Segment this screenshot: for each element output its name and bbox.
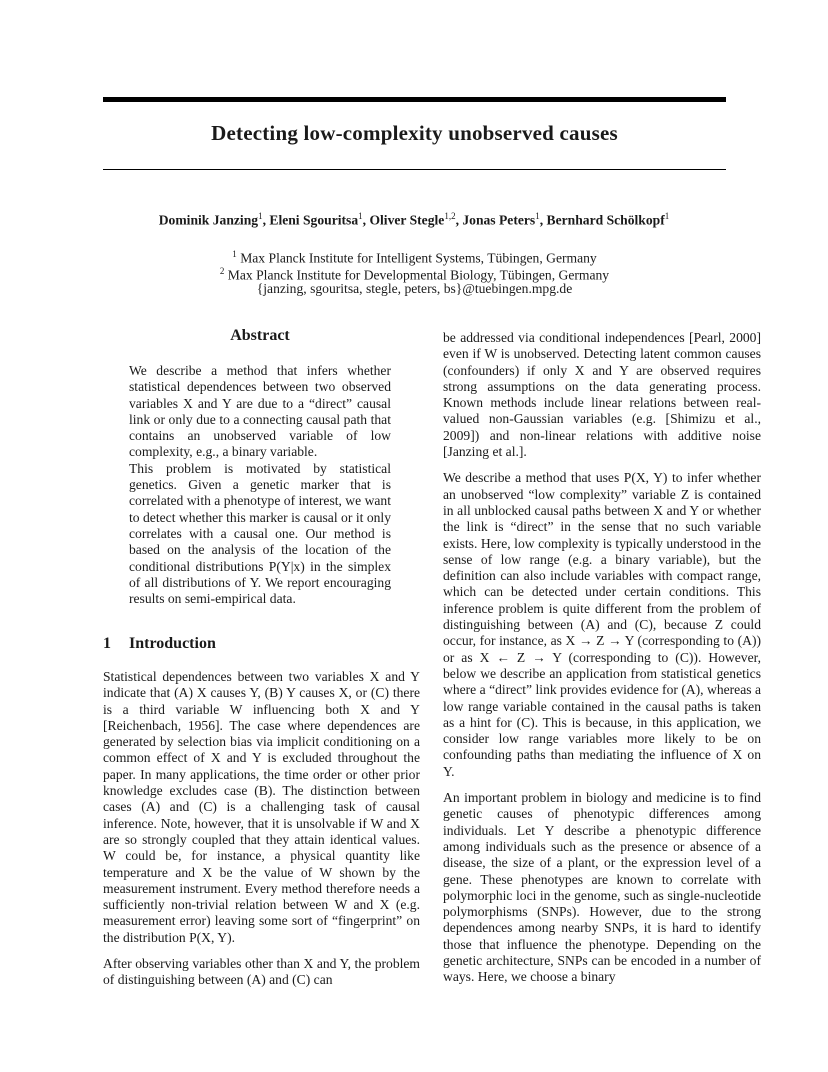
author-name: Jonas Peters bbox=[462, 212, 536, 228]
author-list: Dominik Janzing$^1$, Eleni Sgouritsa$^1$, Oliver Stegle$^{1,2}$, Jonas Peters$^1$, Bernhard Schölkopf$^1$ bbox=[158, 211, 670, 228]
body-paragraph: We describe a method that uses P(X, Y) to infer whether an unobserved “low complexity” variable Z is contained in all unblocked causal paths between X and Y or whether the link is “direct” in the sense that no such variable exists. Here, low complexity is typically understood in the sense of low range (e.g. a binary variable), but the definition can also include variables with compact range, which can be detected under certain conditions. This inference problem is quite different from the problem of distinguishing between (A) and (C), because Z could occur, for instance, as X → Z → Y (corresponding to (A)) or as X ← Z → Y (corresponding to (C)). However, below we describe an application from statistical genetics where a “direct” link provides evidence for (A), whereas a low range variable contained in the causal paths is taken as a hint for (C). This is because, in this application, we consider low range variables more likely to be on confounding paths than mediating the influence of X on Y. bbox=[443, 470, 761, 779]
section-number: 1 bbox=[103, 635, 111, 652]
affiliation-text: Max Planck Institute for Intelligent Systems, Tübingen, Germany bbox=[240, 250, 597, 266]
author-sup: 1 bbox=[535, 211, 540, 221]
body-paragraph: After observing variables other than X and Y, the problem of distinguishing between (A) and (C) can bbox=[103, 956, 420, 988]
author-name: Dominik Janzing bbox=[158, 212, 259, 228]
right-column-body bbox=[443, 330, 761, 996]
author-sup: 1 bbox=[258, 211, 263, 221]
abstract-body bbox=[129, 363, 391, 607]
abstract-paragraph: We describe a method that infers whether statistical dependences between two observed variables X and Y are due to a “direct” causal link or only due to a connecting causal path that contains an unobserved variable of low complexity, e.g., a binary variable. bbox=[129, 363, 391, 460]
body-paragraph: Statistical dependences between two variables X and Y indicate that (A) X causes Y, (B) Y causes X, or (C) there is a third variable W influencing both X and Y [Reichenbach, 1956]. The case where dependences are generated by selection bias via implicit conditioning on a common effect of X and Y is excluded throughout the paper. In many applications, the time order or other prior knowledge excludes case (B). The distinction between cases (A) and (C) is a challenging task of causal inference. Note, however, that it is unsolvable if W and X are so strongly coupled that they attain identical values. W could be, for instance, a physical quantity like temperature and X be the value of W shown by the measurement instrument. Every method therefore needs a sufficiently non-trivial relation between W and X (e.g. measurement error) leaving some sort of “fingerprint” on the distribution P(X, Y). bbox=[103, 669, 420, 945]
affiliation-text: Max Planck Institute for Developmental Biology, Tübingen, Germany bbox=[227, 267, 610, 283]
author-email: {janzing, sgouritsa, stegle, peters, bs}@tuebingen.mpg.de bbox=[256, 281, 573, 296]
section-heading bbox=[103, 635, 423, 653]
left-column-body bbox=[103, 669, 420, 999]
author-sup: 1 bbox=[358, 211, 363, 221]
author-sup: 1 bbox=[664, 211, 670, 221]
paper-title: Detecting low-complexity unobserved causes bbox=[211, 121, 618, 145]
author-name: Bernhard Schölkopf bbox=[546, 212, 665, 228]
author-name: Oliver Stegle bbox=[369, 212, 445, 228]
body-paragraph: An important problem in biology and medicine is to find genetic causes of phenotypic differences among individuals. Let Y describe a phenotypic difference among individuals such as the presence or absence of a disease, the size of a plant, or the expression level of a gene. These phenotypes are known to correlate with polymorphic loci in the genome, such as single-nucleotide polymorphisms (SNPs). However, due to the strong dependences among nearby SNPs, it is hard to identify those that influence the phenotype. Depending on the genetic architecture, SNPs can be encoded in a number of ways. Here, we choose a binary bbox=[443, 790, 761, 985]
body-paragraph: be addressed via conditional independences [Pearl, 2000] even if W is unobserved. Detecting latent common causes (confounders) if only X and Y are observed requires strong assumptions on the data generating process. Known methods include linear relations between real-valued non-Gaussian variables (e.g. [Shimizu et al., 2009]) and non-linear relations with additive noise [Janzing et al.]. bbox=[443, 330, 761, 460]
author-sup: 1,2 bbox=[444, 211, 456, 221]
affiliation-sup: 2 bbox=[219, 266, 225, 276]
title-bottom-rule bbox=[103, 169, 726, 170]
affiliation-sup: 1 bbox=[232, 249, 237, 259]
author-name: Eleni Sgouritsa bbox=[269, 212, 359, 228]
section-title: Introduction bbox=[129, 635, 216, 652]
abstract-heading: Abstract bbox=[230, 327, 290, 344]
abstract-paragraph: This problem is motivated by statistical genetics. Given a genetic marker that is correlated with a phenotype of interest, we want to detect whether this marker is causal or it only correlates with a causal one. Our method is based on the analysis of the location of the conditional distributions P(Y|x) in the simplex of all distributions of Y. We report encouraging results on semi-empirical data. bbox=[129, 460, 391, 607]
top-rule bbox=[103, 97, 726, 102]
